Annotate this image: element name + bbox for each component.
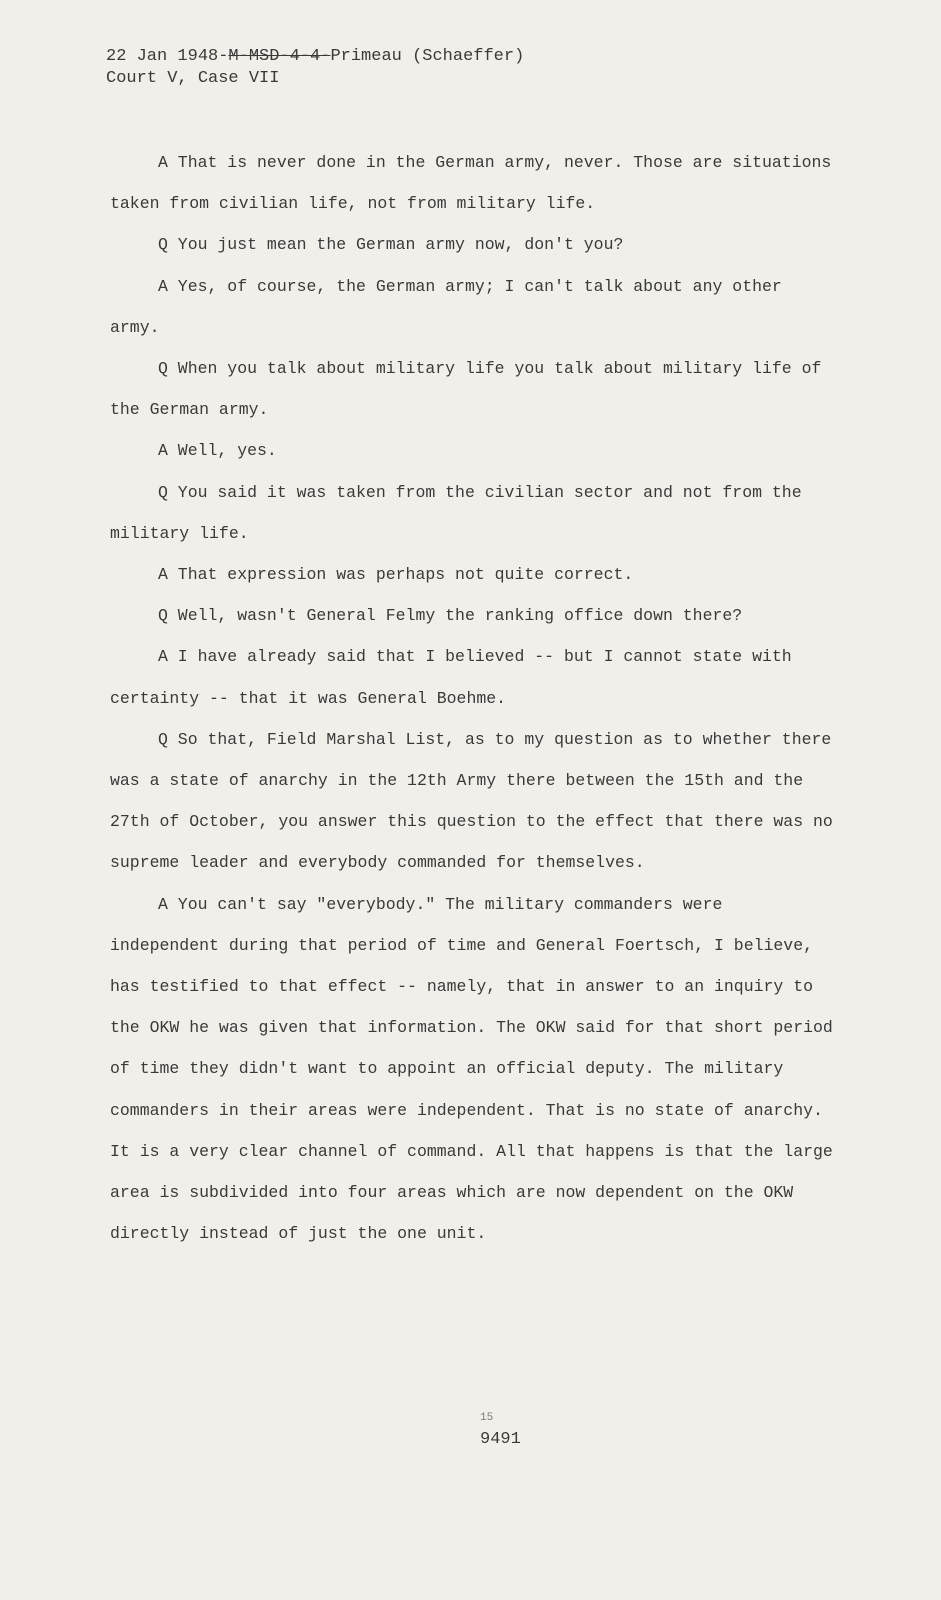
- transcript-paragraph: Q When you talk about military life you talk about military life of the German army.: [110, 359, 822, 420]
- transcript-paragraph: A Well, yes.: [158, 441, 277, 461]
- transcript-paragraph: A That expression was perhaps not quite correct.: [158, 565, 634, 585]
- transcript-body: [110, 142, 840, 1254]
- header-line-2: Court V, Case VII: [106, 69, 280, 88]
- document-header: [106, 46, 524, 90]
- header-reporter: Primeau (Schaeffer): [330, 47, 525, 66]
- page-number: 9491: [480, 1430, 521, 1449]
- header-date: 22 Jan 1948-: [106, 47, 229, 66]
- transcript-paragraph: A You can't say "everybody." The military commanders were independent during that period of time and General Foertsch, I believe, has testified to that effect -- namely, that in answer to an inquiry to the OKW he was given that information. The OKW said for that short period of time they didn't want to appoint an official deputy. The military commanders in their areas were independent. That is no state of anarchy. It is a very clear channel of command. All that happens is that the large area is subdivided into four areas which are now dependent on the OKW directly instead of just the one unit.: [110, 894, 833, 1244]
- transcript-paragraph: Q So that, Field Marshal List, as to my question as to whether there was a state of anarchy in the 12th Army there between the 15th and the 27th of October, you answer this question to the effect that there was no supreme leader and everybody commanded for themselves.: [110, 729, 833, 873]
- transcript-paragraph: A I have already said that I believed -- but I cannot state with certainty -- that it was General Boehme.: [110, 647, 792, 708]
- transcript-paragraph: A Yes, of course, the German army; I can't talk about any other army.: [110, 276, 782, 337]
- transcript-paragraph: Q Well, wasn't General Felmy the ranking office down there?: [158, 606, 743, 626]
- transcript-paragraph: Q You just mean the German army now, don't you?: [158, 235, 624, 255]
- transcript-paragraph: Q You said it was taken from the civilian sector and not from the military life.: [110, 482, 802, 543]
- header-line-1: [106, 46, 524, 68]
- handwritten-mark: 15: [480, 1412, 494, 1424]
- transcript-paragraph: A That is never done in the German army, never. Those are situations taken from civilian life, not from military life.: [110, 153, 832, 214]
- header-struck-code: M-MSD-4-4-: [228, 47, 331, 66]
